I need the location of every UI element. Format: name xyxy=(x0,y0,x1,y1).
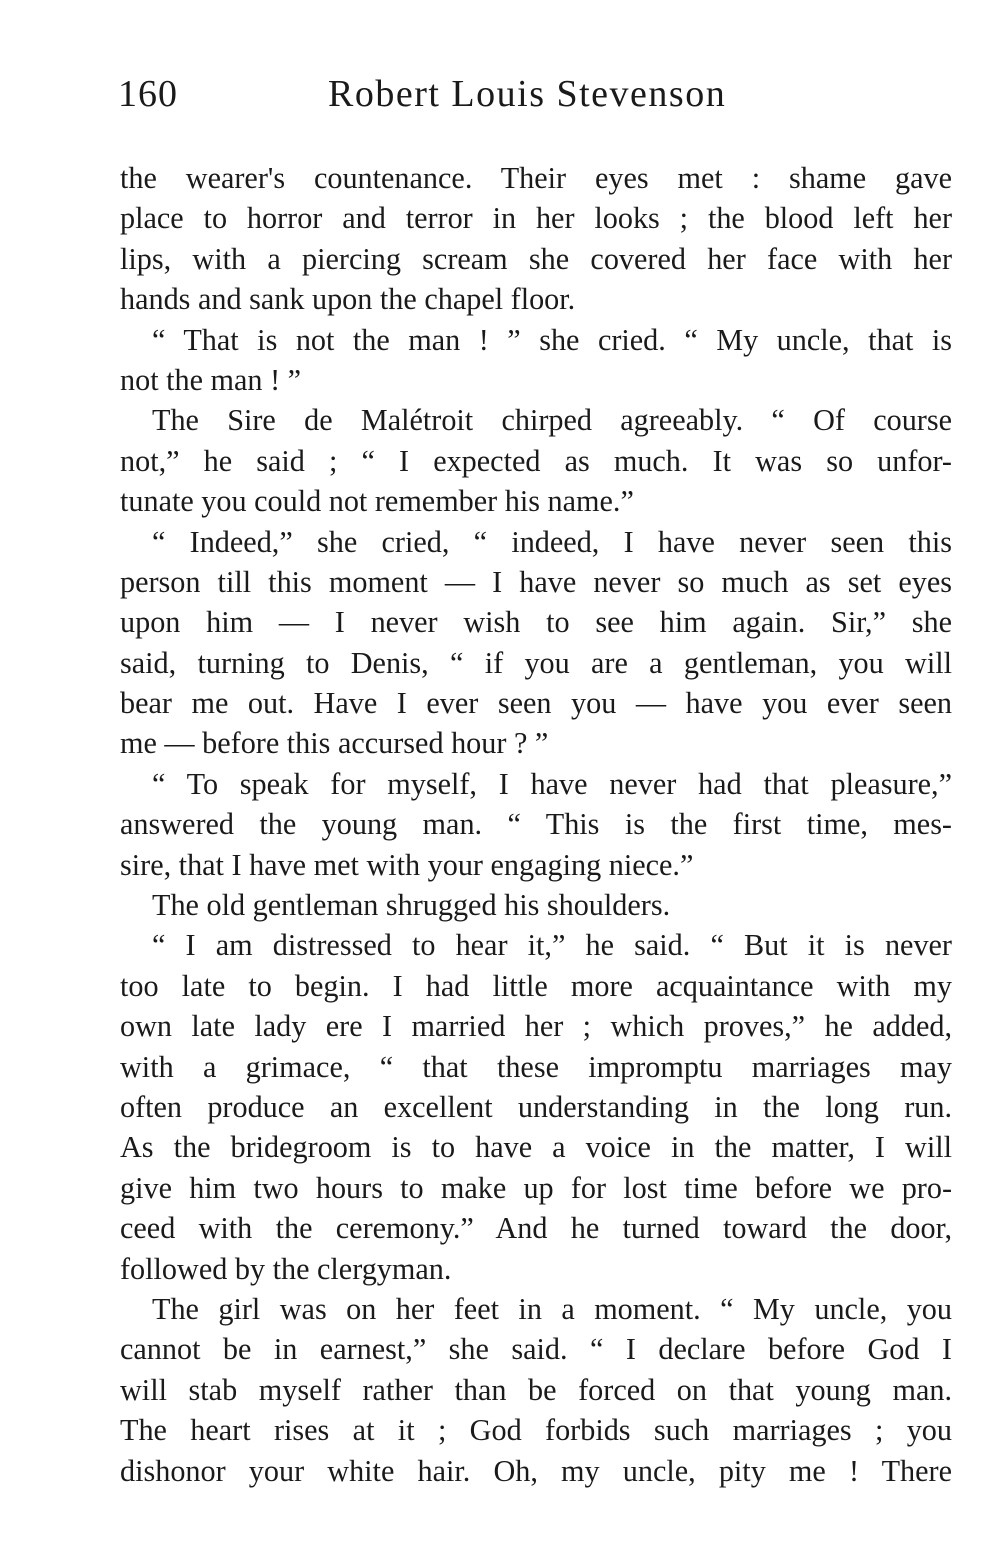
text-line: “ To speak for myself, I have never had that pleasure,” xyxy=(152,766,952,801)
text-line: The heart rises at it ; God forbids such marriages ; you xyxy=(120,1413,952,1448)
text-line: The old gentleman shrugged his shoulders. xyxy=(152,888,671,923)
text-line: person till this moment — I have never so much as set eyes xyxy=(120,564,952,599)
text-line: give him two hours to make up for lost time before we pro- xyxy=(120,1170,952,1205)
text-line: not the man ! ” xyxy=(120,362,302,397)
text-line: “ That is not the man ! ” she cried. “ My uncle, that is xyxy=(152,322,952,357)
text-line: sire, that I have met with your engaging niece.” xyxy=(120,847,694,882)
text-line: answered the young man. “ This is the first time, mes- xyxy=(120,807,952,842)
text-line: “ Indeed,” she cried, “ indeed, I have never seen this xyxy=(152,524,952,559)
text-line: ceed with the ceremony.” And he turned toward the door, xyxy=(120,1211,952,1246)
text-line: said, turning to Denis, “ if you are a gentleman, you will xyxy=(120,645,952,680)
text-line: As the bridegroom is to have a voice in the matter, I will xyxy=(120,1130,952,1165)
text-line: often produce an excellent understanding in the long run. xyxy=(120,1089,952,1124)
text-line: tunate you could not remember his name.” xyxy=(120,484,634,519)
text-line: with a grimace, “ that these impromptu marriages may xyxy=(120,1049,952,1084)
text-line: me — before this accursed hour ? ” xyxy=(120,726,549,761)
text-line: hands and sank upon the chapel floor. xyxy=(120,282,576,317)
text-line: the wearer's countenance. Their eyes met : shame gave xyxy=(120,161,952,195)
text-line: place to horror and terror in her looks ; the blood left her xyxy=(120,201,952,236)
text-line: cannot be in earnest,” she said. “ I declare before God I xyxy=(120,1332,952,1367)
text-line: own late lady ere I married her ; which proves,” he added, xyxy=(120,1009,952,1044)
text-line: “ I am distressed to hear it,” he said. “ But it is never xyxy=(152,928,952,963)
text-line: bear me out. Have I ever seen you — have you ever seen xyxy=(120,686,952,721)
body-text xyxy=(120,158,952,1491)
text-line: The girl was on her feet in a moment. “ My uncle, you xyxy=(152,1291,952,1326)
text-line: not,” he said ; “ I expected as much. It was so unfor- xyxy=(120,443,952,478)
book-title: Robert Louis Stevenson xyxy=(328,73,727,115)
text-line: will stab myself rather than be forced on that young man. xyxy=(120,1372,952,1407)
text-line: The Sire de Malétroit chirped agreeably. “ Of course xyxy=(152,403,952,438)
page-number: 160 xyxy=(118,73,178,115)
text-line: upon him — I never wish to see him again. Sir,” she xyxy=(120,605,952,640)
text-line: lips, with a piercing scream she covered her face with her xyxy=(120,241,952,276)
text-line: dishonor your white hair. Oh, my uncle, pity me ! There xyxy=(120,1453,952,1488)
text-line: too late to begin. I had little more acquaintance with my xyxy=(120,968,952,1003)
running-head xyxy=(118,72,958,122)
text-line: followed by the clergyman. xyxy=(120,1251,452,1286)
